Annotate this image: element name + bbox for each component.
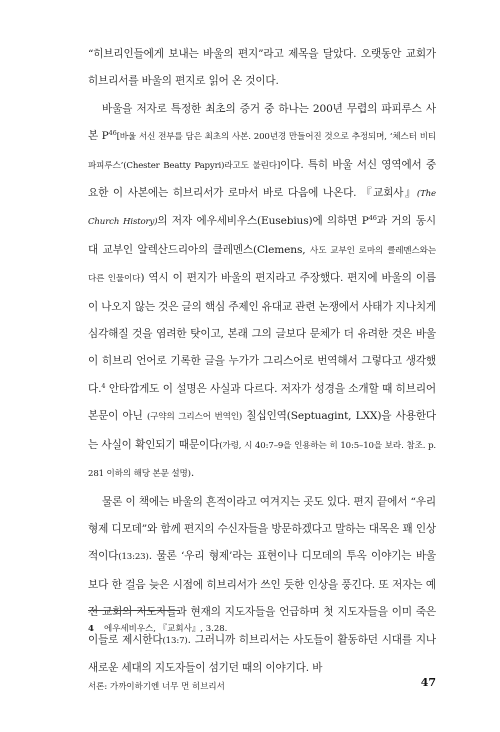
text-run: “히브리인들에게 보내는 바울의 편지”라고 제목을 달았다. 오랫동안 교회가 히브리서를 바울의 편지로 읽어 온 것이다. <box>88 48 436 88</box>
text-run: 바울을 저자로 특정한 최초의 증거 중 하나는 200년 무렵의 파피루스 사본 P <box>88 102 436 143</box>
inline-note: (The Church History) <box>88 189 436 228</box>
body-text <box>88 41 436 682</box>
footnote-divider <box>88 610 180 611</box>
text-run: 칠십인역(Septuagint, LXX)을 사용한다는 사실이 확인되기 때문이다 <box>88 410 436 451</box>
page-number: 47 <box>420 676 436 689</box>
text-run: 물론 이 책에는 바울의 흔적이라고 여겨지는 곳도 있다. 편지 끝에서 “우리 형제 디모데”와 함께 편지의 수신자들을 방문하겠다고 말하는 대목은 꽤 인상적이다 <box>88 495 436 563</box>
inline-note: (13:23) <box>118 552 149 563</box>
footnote <box>88 622 227 634</box>
running-head: 서론: 가까이하기엔 너무 먼 히브리서 <box>88 682 225 692</box>
text-run: 과 거의 동시대 교부인 알렉산드리아의 클레멘스(Clemens, <box>88 215 436 256</box>
superscript: 46 <box>368 214 377 223</box>
text-run: . <box>190 467 195 480</box>
text-run: 안타깝게도 이 설명은 사실과 다르다. 저자가 성경을 소개할 때 히브리어 본문이 아닌 <box>88 382 436 423</box>
paragraph-p2 <box>88 96 436 489</box>
inline-note: (13:7) <box>162 635 188 646</box>
superscript: 46 <box>108 129 117 138</box>
inline-note: (구약의 그리스어 번역인) <box>146 412 243 423</box>
paragraph-p3 <box>88 489 436 683</box>
superscript: 4 <box>101 381 106 390</box>
text-run: 의 저자 에우세비우스(Eusebius)에 의하면 P <box>157 215 369 228</box>
text-run: ) 역시 이 편지가 바울의 편지라고 주장했다. 편지에 바울의 이름이 나오지 않는 것은 글의 핵심 주제인 유대교 관련 논쟁에서 사태가 지나치게 심각해질 것을 염려한 탓이고, 본래 그의 글보다 문체가 더 유려한 것은 바울이 히브리 언어로 기록한 글을 누가가 그리스어로 번역해서 그렇다고 생각했다. <box>88 272 436 395</box>
inline-note: (가령, 시 40:7–9을 인용하는 히 10:5–10을 보라. 참조. p. 281 이하의 해당 본문 설명) <box>88 440 436 480</box>
text-run: . 물론 ‘우리 형제’라는 표현이나 디모데의 투옥 이야기는 바울보다 한 걸음 늦은 시점에 히브리서가 쓰인 듯한 인상을 풍긴다. 또 저자는 예전 교회의 지도자들과 현재의 지도자들을 언급하며 첫 지도자들을 이미 죽은 이들로 제시한다 <box>88 550 436 646</box>
inline-note: [바울 서신 전부를 담은 최초의 사본. 200년경 만들어진 것으로 추정되며, ‘체스터 비티 파피루스’(Chester Beatty Papyri)라고도 불린다] <box>88 132 436 171</box>
inline-note: 사도 교부인 로마의 클레멘스와는 다른 인물이다 <box>88 245 436 285</box>
footnote-text: 에우세비우스, 『교회사』, 3.28. <box>104 624 228 634</box>
footnote-number: 4 <box>88 624 94 634</box>
paragraph-p1 <box>88 41 436 96</box>
text-run: 이다. 특히 바울 서신 영역에서 중요한 이 사본에는 히브리서가 로마서 바로 다음에 나온다. 『교회사』 <box>88 158 437 200</box>
text-run: . 그러니까 히브리서는 사도들이 활동하던 시대를 지나 새로운 세대의 지도자들이 섬기던 때의 이야기다. 바 <box>88 633 436 674</box>
